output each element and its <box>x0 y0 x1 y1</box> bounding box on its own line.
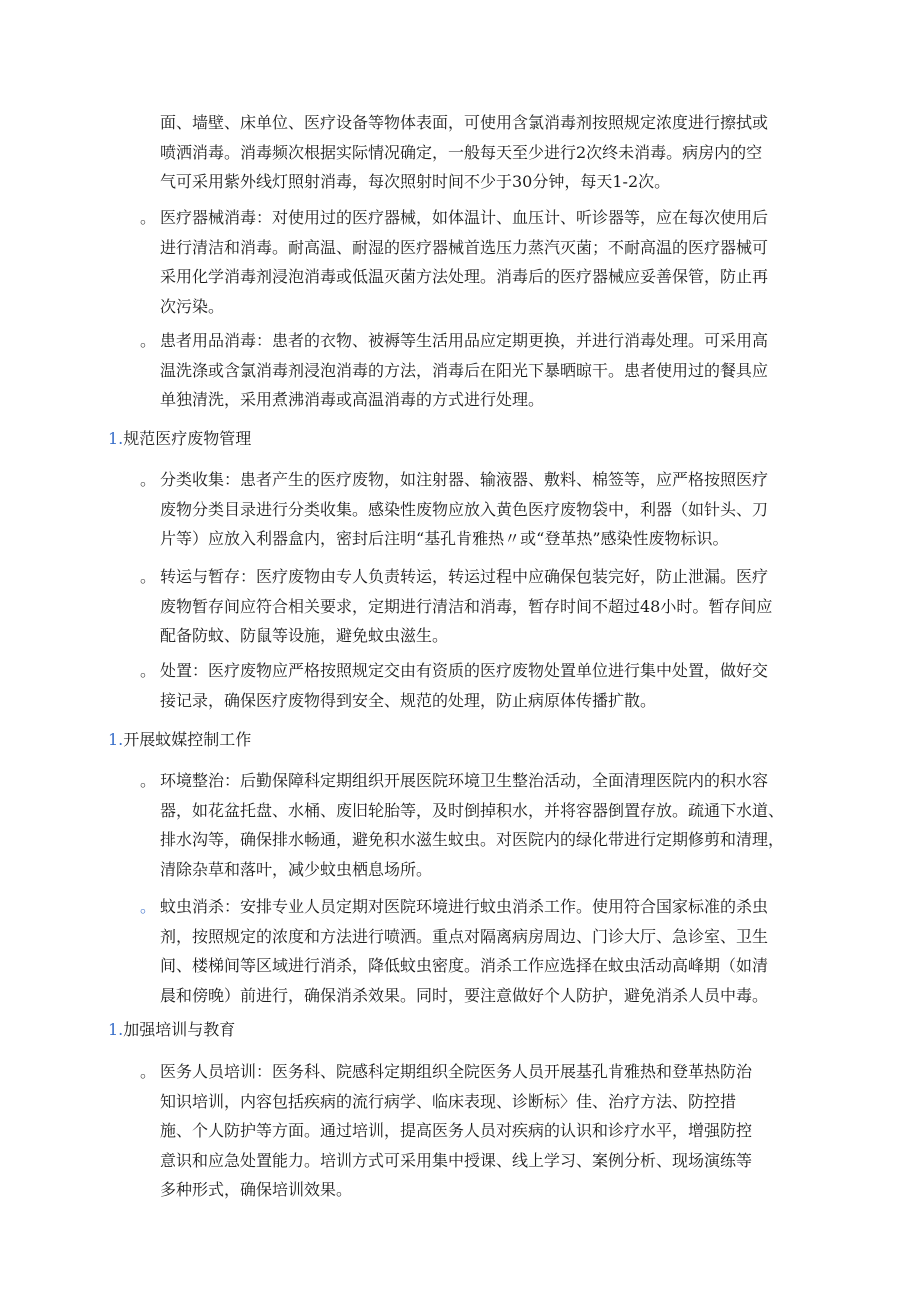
section-heading <box>108 424 251 454</box>
list-item-text <box>160 562 772 651</box>
list-item-text <box>160 203 768 321</box>
text-line: 蚊虫消杀：安排专业人员定期对医院环境进行蚊虫消杀工作。使用符合国家标准的杀虫 <box>160 897 769 916</box>
section-title: 加强培训与教育 <box>123 1020 236 1039</box>
text-line: 单独清洗，采用煮沸消毒或高温消毒的方式进行处理。 <box>160 390 545 409</box>
text-line: 施、个人防护等方面。通过培训，提高医务人员对疾病的认识和诊疗水平，增强防控 <box>160 1121 753 1140</box>
list-item-text <box>160 892 768 1010</box>
text-line: 接记录，确保医疗废物得到安全、规范的处理，防止病原体传播扩散。 <box>160 690 657 710</box>
intro-paragraph <box>160 108 810 197</box>
list-item-text <box>160 465 768 554</box>
text-line: 采用化学消毒剂浸泡消毒或低温灭菌方法处理。消毒后的医疗器械应妥善保管，防止再 <box>160 267 769 286</box>
text-line: 进行清洁和消毒。耐高温、耐湿的医疗器械首选压力蒸汽灭菌；不耐高温的医疗器械可 <box>160 237 769 257</box>
text-line: 知识培训，内容包括疾病的流行病学、临床表现、诊断标〉佳、治疗方法、防控措 <box>160 1091 737 1111</box>
text-line: 医务人员培训：医务科、院感科定期组织全院医务人员开展基孔肯雅热和登革热防治 <box>160 1062 753 1081</box>
bullet-marker: 。 <box>140 331 157 350</box>
text-line: 患者用品消毒：患者的衣物、被褥等生活用品应定期更换，并进行消毒处理。可采用高 <box>160 331 769 350</box>
section-number: 1. <box>108 1020 124 1039</box>
list-item-text <box>160 656 768 715</box>
bullet-marker: 。 <box>140 470 157 489</box>
text-line: 医疗器械消毒：对使用过的医疗器械，如体温计、血压计、听诊器等，应在每次使用后 <box>160 208 769 227</box>
text-line: 器，如花盆托盘、水桶、废旧轮胎等，及时倒掉积水，并将容器倒置存放。疏通下水道、 <box>160 800 785 820</box>
list-item-text <box>160 766 784 884</box>
text-line: 喷洒消毒。消毒频次根据实际情况确定，一般每天至少进行2次终未消毒。病房内的空 <box>160 142 763 162</box>
text-line: 配备防蚊、防鼠等设施，避免蚊虫滋生。 <box>160 626 449 645</box>
section-heading <box>108 725 251 755</box>
text-line: 片等）应放入利器盒内，密封后注明“基孔肯雅热〃或“登革热”感染性废物标识。 <box>160 529 729 548</box>
bullet-marker: 。 <box>140 1062 157 1081</box>
text-line: 转运与暂存：医疗废物由专人负责转运，转运过程中应确保包装完好，防止泄漏。医疗 <box>160 567 769 586</box>
text-line: 分类收集：患者产生的医疗废物，如注射器、输液器、敷料、棉签等，应严格按照医疗 <box>160 470 769 489</box>
bullet-marker: 。 <box>140 771 157 790</box>
text-line: 处置：医疗废物应严格按照规定交由有资质的医疗废物处置单位进行集中处置，做好交 <box>160 661 769 680</box>
text-line: 多种形式，确保培训效果。 <box>160 1180 353 1199</box>
bullet-marker: 。 <box>140 661 157 680</box>
section-number: 1. <box>108 730 124 749</box>
text-line: 排水沟等，确保排水畅通，避免积水滋生蚊虫。对医院内的绿化带进行定期修剪和清理， <box>160 830 785 849</box>
text-line: 次污染。 <box>160 296 225 316</box>
list-item-text <box>160 326 768 415</box>
list-item-text <box>160 1057 752 1205</box>
text-line: 意识和应急处置能力。培训方式可采用集中授课、线上学习、案例分析、现场演练等 <box>160 1150 753 1170</box>
text-line: 晨和傍晚）前进行，确保消杀效果。同时，要注意做好个人防护，避免消杀人员中毒。 <box>160 985 769 1005</box>
text-line: 间、楼梯间等区域进行消杀，降低蚊虫密度。消杀工作应选择在蚊虫活动高峰期（如清 <box>160 956 769 975</box>
text-line: 温洗涤或含氯消毒剂浸泡消毒的方法，消毒后在阳光下暴晒晾干。患者使用过的餐具应 <box>160 360 769 380</box>
text-line: 清除杂草和落叶，减少蚊虫栖息场所。 <box>160 859 433 879</box>
text-line: 面、墙壁、床单位、医疗设备等物体表面，可使用含氯消毒剂按照规定浓度进行擦拭或 <box>160 113 769 132</box>
text-line: 废物暂存间应符合相关要求，定期进行清洁和消毒，暂存时间不超过48小时。暂存间应 <box>160 596 773 616</box>
text-line: 废物分类目录进行分类收集。感染性废物应放入黄色医疗废物袋中，利器（如针头、刀 <box>160 499 769 519</box>
section-number: 1. <box>108 429 124 448</box>
text-line: 气可采用紫外线灯照射消毒，每次照射时间不少于30分钟，每天1-2次。 <box>160 172 671 191</box>
bullet-marker: 。 <box>140 567 157 586</box>
section-title: 开展蚊媒控制工作 <box>123 730 252 749</box>
bullet-marker: 。 <box>140 897 157 916</box>
section-heading <box>108 1015 235 1045</box>
text-line: 剂，按照规定的浓度和方法进行喷洒。重点对隔离病房周边、门诊大厅、急诊室、卫生 <box>160 926 769 946</box>
section-title: 规范医疗废物管理 <box>123 429 252 448</box>
text-line: 环境整治：后勤保障科定期组织开展医院环境卫生整治活动，全面清理医院内的积水容 <box>160 771 769 790</box>
bullet-marker: 。 <box>140 208 157 227</box>
